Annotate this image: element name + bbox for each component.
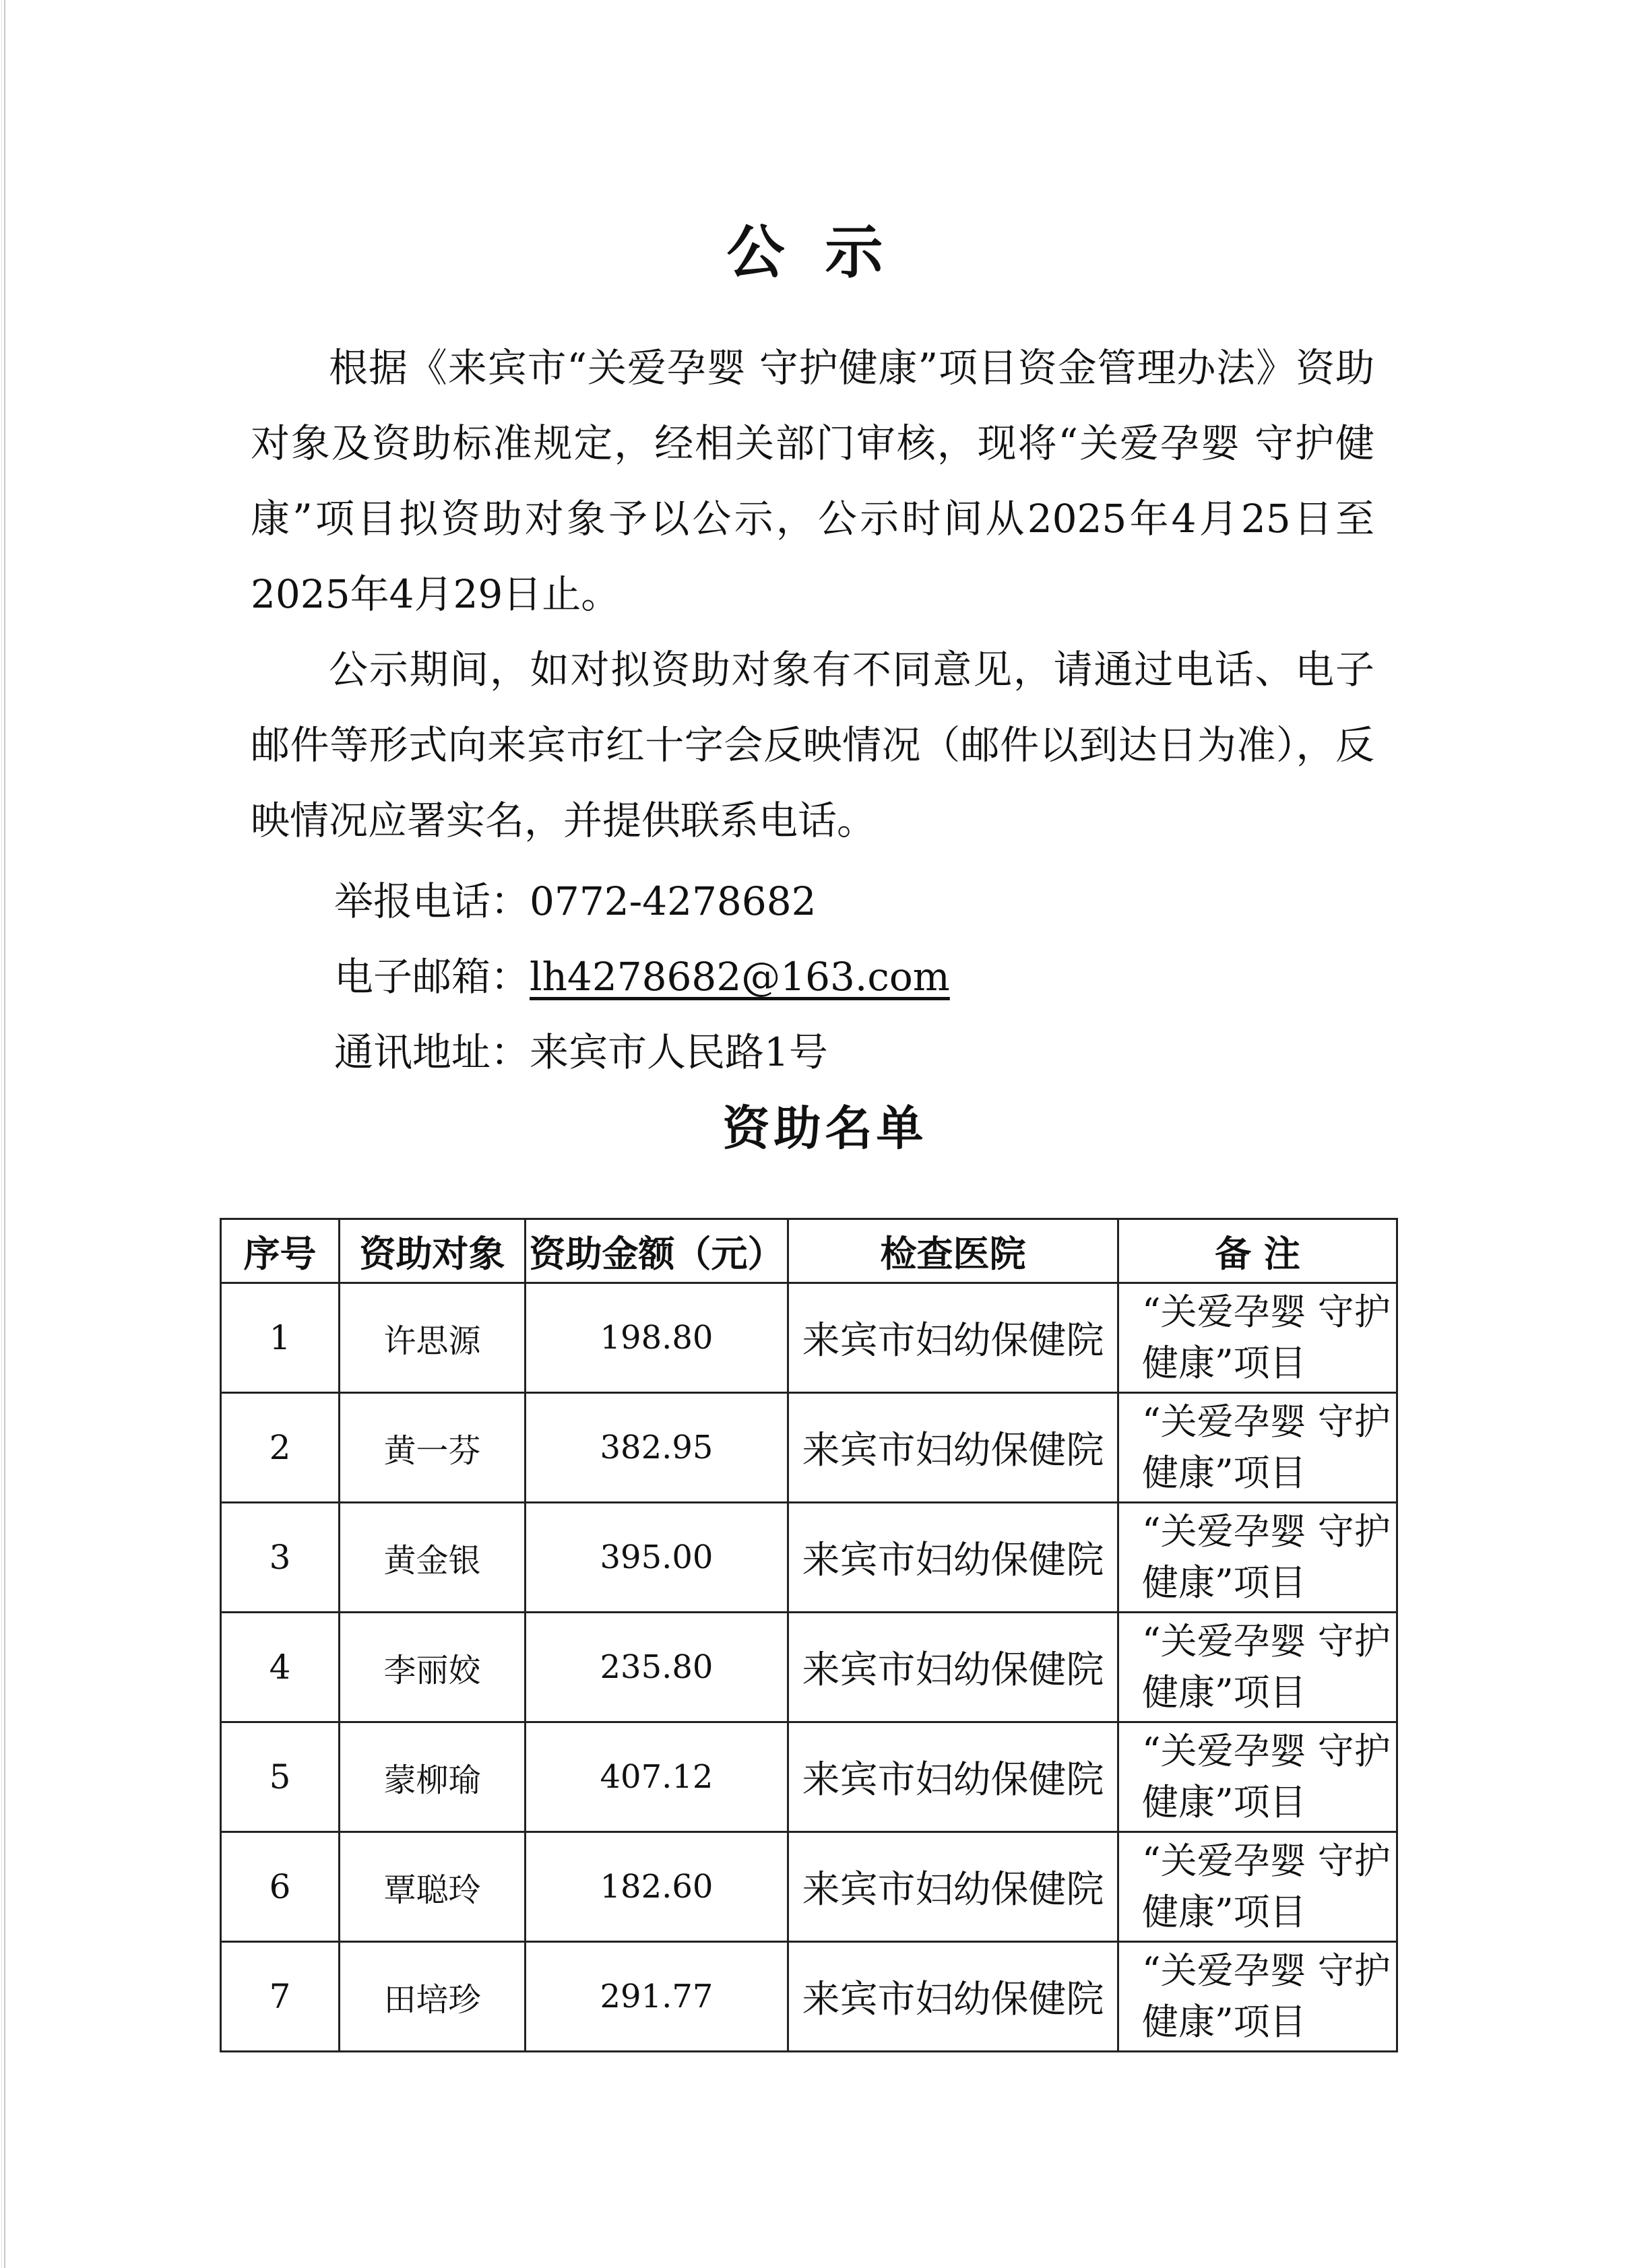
header-recipient: 资助对象 [340,1219,526,1283]
row-hospital: 来宾市妇幼保健院 [788,1613,1118,1722]
row-index: 1 [221,1283,340,1393]
row-hospital: 来宾市妇幼保健院 [788,1503,1118,1613]
table-row [221,1832,1397,1942]
table-row [221,1942,1397,2052]
notice-body [251,330,1374,858]
row-recipient: 许思源 [340,1283,526,1393]
row-index: 3 [221,1503,340,1613]
row-index: 4 [221,1613,340,1722]
row-recipient: 覃聪玲 [340,1832,526,1942]
row-hospital: 来宾市妇幼保健院 [788,1283,1118,1393]
table-row [221,1503,1397,1613]
table-row [221,1283,1397,1393]
table-row [221,1613,1397,1722]
row-remarks: “关爱孕婴 守护健康”项目 [1118,1722,1397,1832]
row-recipient: 黄一芬 [340,1393,526,1503]
funding-table [220,1218,1398,2052]
row-hospital: 来宾市妇幼保健院 [788,1832,1118,1942]
header-hospital: 检查医院 [788,1219,1118,1283]
row-recipient: 蒙柳瑜 [340,1722,526,1832]
row-amount: 235.80 [526,1613,788,1722]
page-title: 公示 [726,218,924,286]
row-remarks: “关爱孕婴 守护健康”项目 [1118,1393,1397,1503]
row-amount: 407.12 [526,1722,788,1832]
row-recipient: 黄金银 [340,1503,526,1613]
row-remarks: “关爱孕婴 守护健康”项目 [1118,1283,1397,1393]
row-remarks: “关爱孕婴 守护健康”项目 [1118,1942,1397,2052]
row-amount: 198.80 [526,1283,788,1393]
contact-email [334,950,950,1004]
email-link[interactable]: lh4278682@163.com [530,954,950,1000]
row-remarks: “关爱孕婴 守护健康”项目 [1118,1613,1397,1722]
row-amount: 291.77 [526,1942,788,2052]
notice-paragraph-1: 根据《来宾市“关爱孕婴 守护健康”项目资金管理办法》资助对象及资助标准规定，经相关部门审核，现将“关爱孕婴 守护健康”项目拟资助对象予以公示，公示时间从2025年4月25日至2025年4月29日止。 [251,345,1374,617]
row-remarks: “关爱孕婴 守护健康”项目 [1118,1503,1397,1613]
table-row [221,1393,1397,1503]
address-label: 通讯地址： [334,1029,530,1075]
list-title: 资助名单 [722,1100,928,1156]
row-index: 2 [221,1393,340,1503]
row-hospital: 来宾市妇幼保健院 [788,1722,1118,1832]
notice-paragraph-2: 公示期间，如对拟资助对象有不同意见，请通过电话、电子邮件等形式向来宾市红十字会反映情况（邮件以到达日为准），反映情况应署实名，并提供联系电话。 [251,647,1374,843]
row-hospital: 来宾市妇幼保健院 [788,1393,1118,1503]
contact-address [334,1025,828,1079]
table-row [221,1722,1397,1832]
contact-phone [334,874,817,928]
table-header-row [221,1219,1397,1283]
address-value: 来宾市人民路1号 [530,1029,828,1075]
row-recipient: 田培珍 [340,1942,526,2052]
row-index: 7 [221,1942,340,2052]
email-label: 电子邮箱： [334,954,530,1000]
row-amount: 382.95 [526,1393,788,1503]
row-amount: 182.60 [526,1832,788,1942]
phone-value: 0772-4278682 [530,878,817,924]
row-hospital: 来宾市妇幼保健院 [788,1942,1118,2052]
row-recipient: 李丽姣 [340,1613,526,1722]
header-remarks: 备 注 [1118,1219,1397,1283]
row-remarks: “关爱孕婴 守护健康”项目 [1118,1832,1397,1942]
header-index: 序号 [221,1219,340,1283]
phone-label: 举报电话： [334,878,530,924]
row-amount: 395.00 [526,1503,788,1613]
header-amount: 资助金额（元） [526,1219,788,1283]
row-index: 5 [221,1722,340,1832]
row-index: 6 [221,1832,340,1942]
